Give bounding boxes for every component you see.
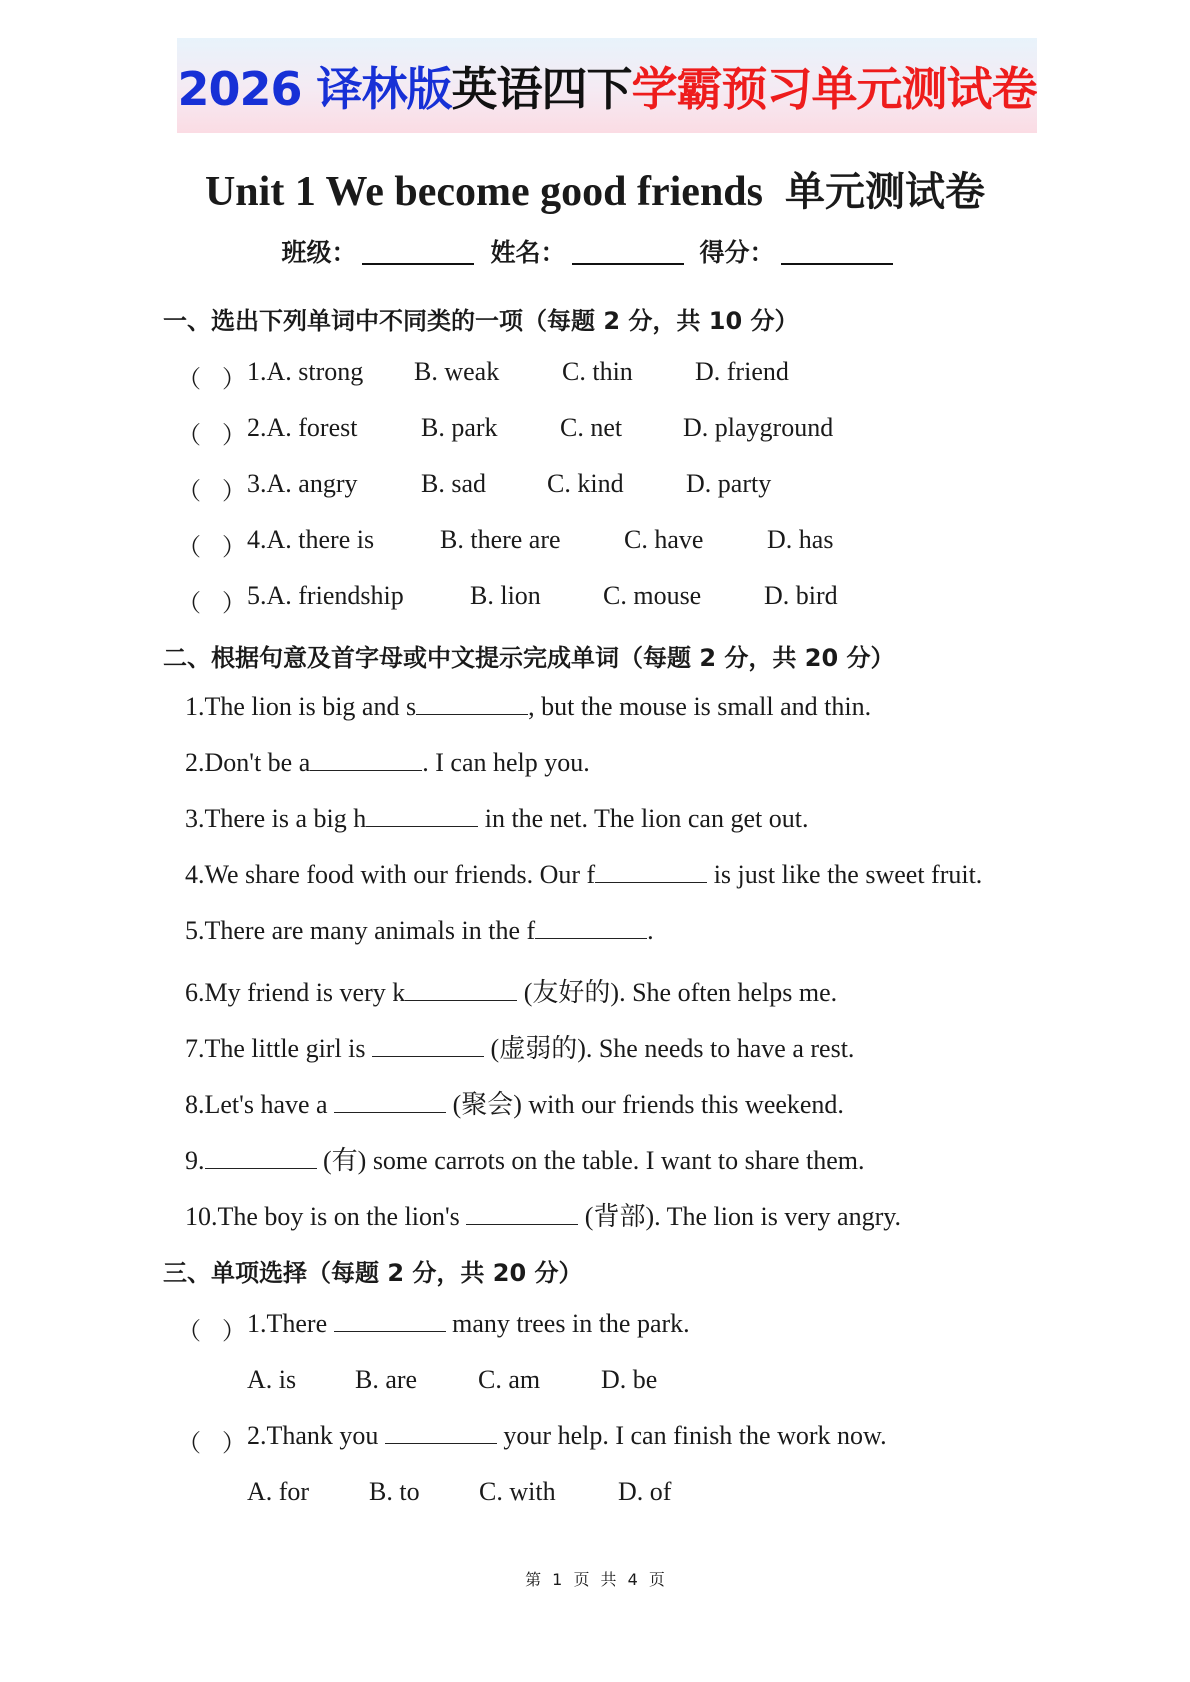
answer-paren[interactable]: （ ）: [177, 535, 246, 561]
score-label: 得分：: [699, 238, 775, 267]
title-chinese: 单元测试卷: [785, 169, 986, 215]
option-b: B. there are: [440, 525, 561, 554]
fill-blank-question: 10.The boy is on the lion's (背部). The lion is very angry.: [185, 1202, 902, 1231]
option-c: C. have: [624, 525, 704, 554]
banner-test-name: 学霸预习单元测试卷: [631, 61, 1037, 116]
option-b: B. park: [421, 413, 498, 442]
answer-paren[interactable]: （ ）: [177, 423, 246, 449]
option-c: C. net: [560, 413, 623, 442]
fill-blank-question: 4.We share food with our friends. Our f is just like the sweet fruit.: [185, 860, 983, 889]
fill-blank-question: 5.There are many animals in the f .: [185, 916, 654, 945]
option-a: 3.A. angry: [247, 469, 358, 498]
option-d: D. playground: [683, 413, 834, 442]
section1-heading: 一、选出下列单词中不同类的一项（每题 2 分，共 10 分）: [163, 307, 799, 335]
option-a: A. for: [247, 1477, 310, 1506]
fill-blank-question: 3.There is a big h in the net. The lion can get out.: [185, 804, 809, 833]
answer-blank[interactable]: [466, 1202, 578, 1225]
answer-paren[interactable]: （ ）: [177, 591, 246, 617]
option-b: B. sad: [421, 469, 486, 498]
option-c: C. am: [478, 1365, 541, 1394]
answer-blank[interactable]: [535, 916, 647, 939]
answer-blank[interactable]: [385, 1421, 497, 1444]
fill-blank-question: 2.Don't be a . I can help you.: [185, 748, 590, 777]
option-a: A. is: [247, 1365, 297, 1394]
banner-subject: 英语四下: [451, 61, 632, 116]
name-blank[interactable]: [572, 237, 684, 265]
option-d: D. bird: [764, 581, 838, 610]
answer-blank[interactable]: [334, 1090, 446, 1113]
section3-heading: 三、单项选择（每题 2 分，共 20 分）: [163, 1259, 583, 1287]
answer-paren[interactable]: （ ）: [177, 1431, 246, 1457]
option-d: D. be: [601, 1365, 658, 1394]
option-b: B. to: [369, 1477, 420, 1506]
answer-blank[interactable]: [405, 978, 517, 1001]
option-a: 4.A. there is: [247, 525, 375, 554]
answer-paren[interactable]: （ ）: [177, 479, 246, 505]
option-a: 1.A. strong: [247, 357, 364, 386]
banner-year-edition: 2026 译林版: [177, 61, 452, 116]
option-d: D. has: [767, 525, 834, 554]
fill-blank-question: 9. (有) some carrots on the table. I want to share them.: [185, 1146, 865, 1175]
fill-blank-question: 8.Let's have a (聚会) with our friends this weekend.: [185, 1090, 844, 1119]
fill-blank-question: 7.The little girl is (虚弱的). She needs to have a rest.: [185, 1034, 855, 1063]
page-number: 第 1 页 共 4 页: [525, 1570, 665, 1589]
option-c: C. mouse: [603, 581, 702, 610]
student-info: [0, 233, 1190, 269]
option-d: D. party: [686, 469, 772, 498]
score-blank[interactable]: [781, 237, 893, 265]
answer-blank[interactable]: [366, 804, 478, 827]
option-c: C. with: [479, 1477, 556, 1506]
option-c: C. kind: [547, 469, 624, 498]
answer-paren[interactable]: （ ）: [177, 1319, 246, 1345]
option-c: C. thin: [562, 357, 633, 386]
name-label: 姓名：: [490, 238, 566, 267]
class-label: 班级：: [281, 238, 357, 267]
option-d: D. of: [618, 1477, 672, 1506]
section2-heading: 二、根据句意及首字母或中文提示完成单词（每题 2 分，共 20 分）: [163, 644, 895, 672]
answer-paren[interactable]: （ ）: [177, 367, 246, 393]
title-english: Unit 1 We become good friends: [204, 169, 764, 215]
answer-blank[interactable]: [416, 692, 528, 715]
option-a: 2.A. forest: [247, 413, 358, 442]
question-stem: 1.There many trees in the park.: [247, 1309, 690, 1338]
class-blank[interactable]: [362, 237, 474, 265]
option-b: B. are: [355, 1365, 418, 1394]
banner: [177, 38, 1037, 133]
fill-blank-question: 1.The lion is big and s , but the mouse is small and thin.: [185, 692, 872, 721]
answer-blank[interactable]: [372, 1034, 484, 1057]
option-b: B. lion: [470, 581, 541, 610]
option-a: 5.A. friendship: [247, 581, 404, 610]
option-d: D. friend: [695, 357, 789, 386]
fill-blank-question: 6.My friend is very k (友好的). She often helps me.: [185, 978, 838, 1007]
page-title: [0, 160, 1190, 217]
option-b: B. weak: [414, 357, 500, 386]
question-stem: 2.Thank you your help. I can finish the work now.: [247, 1421, 887, 1450]
answer-blank[interactable]: [310, 748, 422, 771]
answer-blank[interactable]: [334, 1309, 446, 1332]
answer-blank[interactable]: [205, 1146, 317, 1169]
answer-blank[interactable]: [595, 860, 707, 883]
